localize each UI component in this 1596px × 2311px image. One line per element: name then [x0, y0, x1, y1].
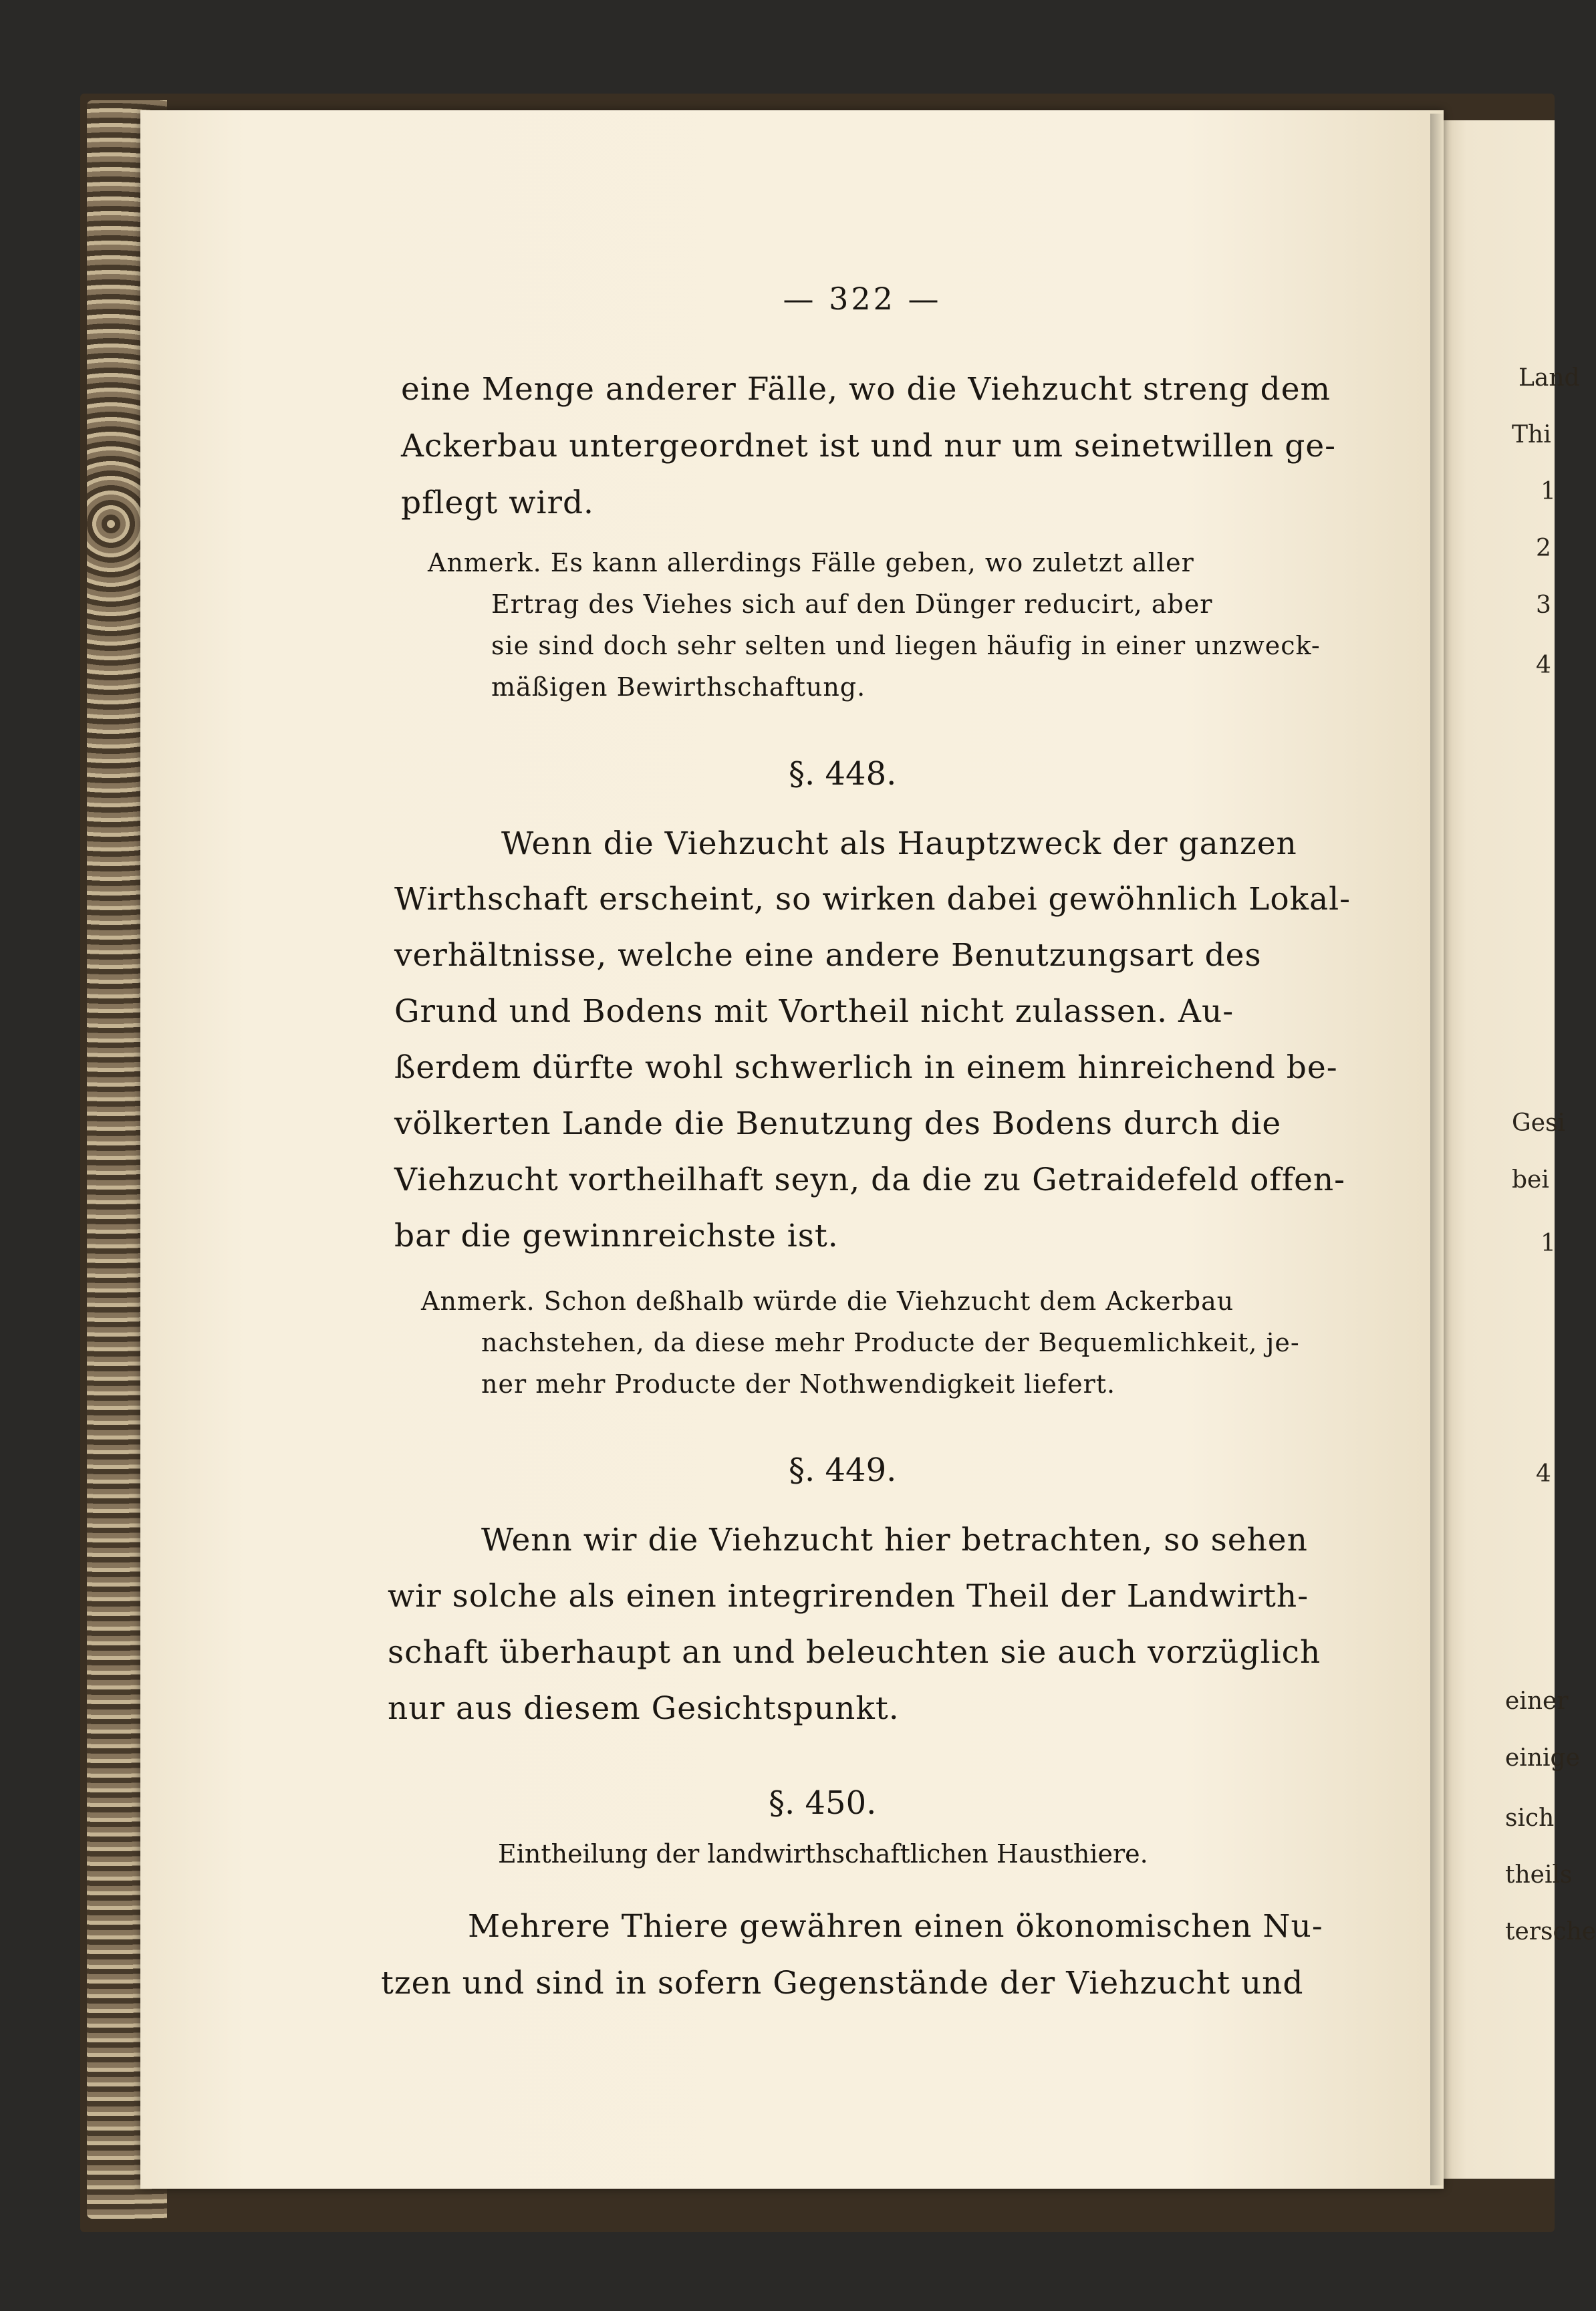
section-heading: §. 448.: [789, 755, 897, 793]
margin-fragment: 1: [1541, 478, 1556, 505]
margin-fragment: einer: [1505, 1687, 1569, 1715]
note-line: sie sind doch sehr selten und liegen häufig in einer unzweck-: [491, 631, 1321, 660]
margin-fragment: tersche: [1505, 1918, 1596, 1945]
text-line: eine Menge anderer Fälle, wo die Viehzucht streng dem: [401, 371, 1331, 408]
margin-fragment: 4: [1536, 652, 1551, 679]
margin-fragment: 2: [1536, 535, 1551, 562]
text-line: völkerten Lande die Benutzung des Bodens durch die: [394, 1105, 1282, 1142]
text-line: Wenn die Viehzucht als Hauptzweck der ganzen: [501, 825, 1297, 862]
section-subtitle: Eintheilung der landwirthschaftlichen Hausthiere.: [498, 1839, 1148, 1869]
text-line: schaft überhaupt an und beleuchten sie auch vorzüglich: [388, 1634, 1321, 1671]
text-line: nur aus diesem Gesichtspunkt.: [388, 1690, 900, 1727]
text-line: Grund und Bodens mit Vortheil nicht zulassen. Au-: [394, 993, 1234, 1030]
note-line: Anmerk. Schon deßhalb würde die Viehzucht dem Ackerbau: [421, 1286, 1234, 1316]
margin-fragment: theils: [1505, 1861, 1573, 1889]
text-line: wir solche als einen integrirenden Theil der Landwirth-: [388, 1578, 1309, 1615]
note-line: nachstehen, da diese mehr Producte der Bequemlichkeit, je-: [481, 1328, 1300, 1357]
margin-fragment: 1: [1541, 1230, 1556, 1257]
note-line: mäßigen Bewirthschaftung.: [491, 672, 866, 702]
margin-fragment: Thi: [1512, 421, 1551, 448]
page-322: [140, 110, 1444, 2189]
text-line: bar die gewinnreichste ist.: [394, 1218, 839, 1254]
text-line: Viehzucht vortheilhaft seyn, da die zu Getraidefeld offen-: [394, 1162, 1346, 1198]
margin-fragment: einige: [1505, 1744, 1580, 1772]
section-heading: §. 449.: [789, 1452, 897, 1489]
margin-fragment: 3: [1536, 591, 1551, 619]
margin-fragment: bei: [1512, 1166, 1549, 1194]
text-line: Wenn wir die Viehzucht hier betrachten, so sehen: [481, 1522, 1308, 1558]
text-line: tzen und sind in sofern Gegenstände der Viehzucht und: [381, 1965, 1304, 2002]
gutter-shadow: [1430, 114, 1444, 2185]
section-heading: §. 450.: [769, 1784, 877, 1822]
note-line: ner mehr Producte der Nothwendigkeit liefert.: [481, 1369, 1116, 1399]
text-line: Mehrere Thiere gewähren einen ökonomischen Nu-: [468, 1908, 1323, 1945]
note-line: Ertrag des Viehes sich auf den Dünger reducirt, aber: [491, 589, 1213, 619]
text-line: verhältnisse, welche eine andere Benutzungsart des: [394, 937, 1262, 974]
margin-fragment: Land: [1518, 364, 1580, 392]
text-line: ßerdem dürfte wohl schwerlich in einem hinreichend be-: [394, 1049, 1338, 1086]
margin-fragment: 4: [1536, 1460, 1551, 1488]
margin-fragment: Gesi: [1512, 1109, 1566, 1137]
margin-fragment: sich: [1505, 1804, 1555, 1832]
text-line: Ackerbau untergeordnet ist und nur um seinetwillen ge-: [401, 428, 1337, 464]
text-line: pflegt wird.: [401, 485, 594, 521]
text-line: Wirthschaft erscheint, so wirken dabei gewöhnlich Lokal-: [394, 881, 1351, 918]
page-number: — 322 —: [783, 281, 942, 317]
note-line: Anmerk. Es kann allerdings Fälle geben, wo zuletzt aller: [428, 548, 1194, 577]
